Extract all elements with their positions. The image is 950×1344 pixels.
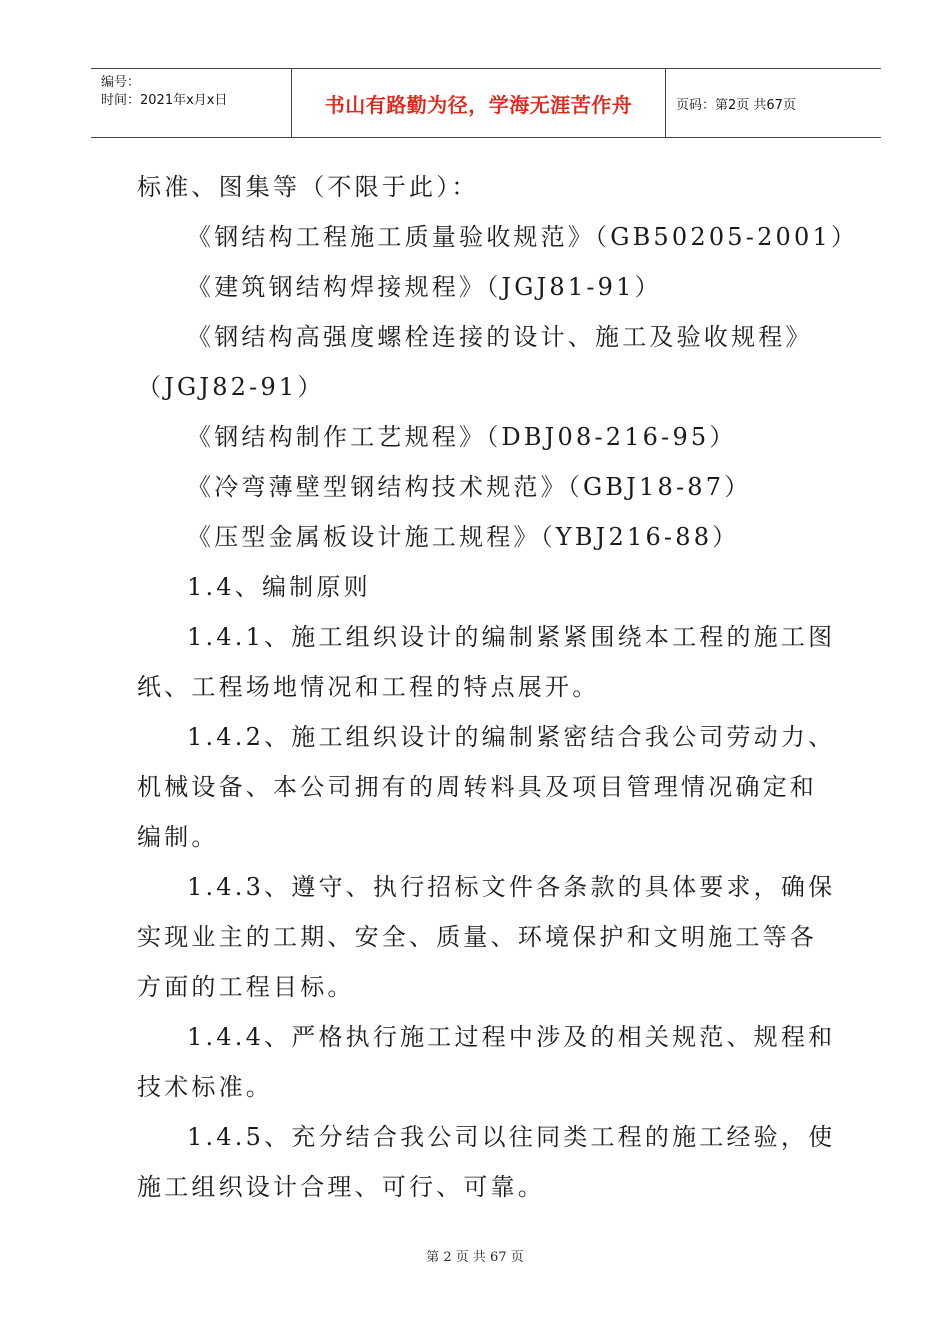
body-line: 1.4.1、施工组织设计的编制紧紧围绕本工程的施工图: [187, 623, 836, 651]
page-header: [91, 68, 881, 138]
page-footer: 第 2 页 共 67 页: [426, 1250, 524, 1265]
body-line: 标准、图集等（不限于此）：: [137, 173, 479, 201]
header-page-info: 页码：第2页 共67页: [676, 97, 796, 113]
body-line: 《钢结构工程施工质量验收规范》（GB50205-2001）: [187, 223, 859, 251]
body-line: 技术标准。: [137, 1073, 273, 1101]
body-line: 《钢结构制作工艺规程》（DBJ08-216-95）: [187, 423, 737, 451]
body-line: 纸、工程场地情况和工程的特点展开。: [137, 673, 600, 701]
body-line: 施工组织设计合理、可行、可靠。: [137, 1173, 545, 1201]
body-line: 1.4.4、严格执行施工过程中涉及的相关规范、规程和: [187, 1023, 836, 1051]
header-motto: 书山有路勤为径，学海无涯苦作舟: [292, 69, 666, 137]
time-label: 时间：2021年x月x日: [101, 93, 228, 108]
section-heading: 1.4、编制原则: [187, 573, 371, 601]
body-line: 《钢结构高强度螺栓连接的设计、施工及验收规程》: [187, 323, 813, 351]
body-line: 1.4.2、施工组织设计的编制紧密结合我公司劳动力、: [187, 723, 836, 751]
serial-label: 编号：: [101, 75, 141, 90]
header-meta: [91, 69, 292, 137]
body-line: 1.4.5、充分结合我公司以往同类工程的施工经验，使: [187, 1123, 836, 1151]
body-line: 机械设备、本公司拥有的周转料具及项目管理情况确定和: [137, 773, 817, 801]
body-line: 《冷弯薄壁型钢结构技术规范》（GBJ18-87）: [187, 473, 752, 501]
body-line: （JGJ82-91）: [137, 373, 325, 401]
body-line: 实现业主的工期、安全、质量、环境保护和文明施工等各: [137, 923, 817, 951]
body-line: 编制。: [137, 823, 219, 851]
body-line: 《建筑钢结构焊接规程》（JGJ81-91）: [187, 273, 662, 301]
body-line: 《压型金属板设计施工规程》（YBJ216-88）: [187, 523, 740, 551]
body-line: 1.4.3、遵守、执行招标文件各条款的具体要求，确保: [187, 873, 836, 901]
body-line: 方面的工程目标。: [137, 973, 355, 1001]
